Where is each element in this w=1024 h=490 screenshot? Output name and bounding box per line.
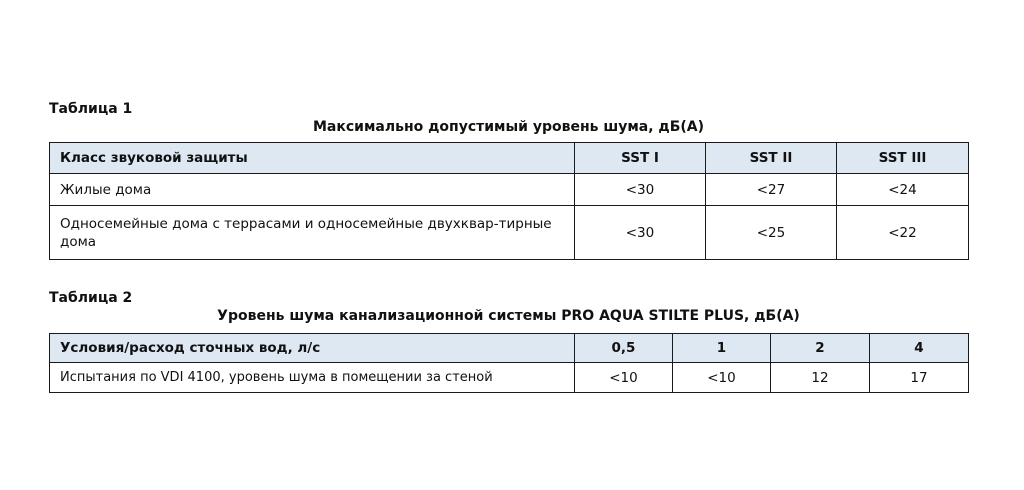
table2-label: Таблица 2: [49, 290, 133, 306]
table-cell: Жилые дома: [50, 174, 575, 206]
table-row: [50, 174, 969, 206]
header-cell: SST III: [837, 143, 969, 174]
header-cell: SST II: [706, 143, 837, 174]
table-cell: <30: [575, 174, 706, 206]
header-cell: Условия/расход сточных вод, л/с: [50, 334, 575, 363]
table-cell: Испытания по VDI 4100, уровень шума в помещении за стеной: [50, 363, 575, 393]
header-cell: 0,5: [575, 334, 673, 363]
table-cell: <22: [837, 206, 969, 260]
header-cell: 2: [771, 334, 870, 363]
table1-label: Таблица 1: [49, 101, 133, 117]
table2-caption: Уровень шума канализационной системы PRO AQUA STILTE PLUS, дБ(А): [217, 308, 800, 324]
table-header-row: [50, 143, 969, 174]
table-cell: 12: [771, 363, 870, 393]
table-row: [50, 363, 969, 393]
table-row: [50, 206, 969, 260]
table-sewer-noise: [49, 333, 969, 393]
table1-caption: Максимально допустимый уровень шума, дБ(А): [312, 119, 705, 135]
table-header-row: [50, 334, 969, 363]
table-noise-limits: [49, 142, 969, 260]
table-cell: <30: [575, 206, 706, 260]
header-cell: Класс звуковой защиты: [50, 143, 575, 174]
header-cell: 1: [673, 334, 771, 363]
header-cell: SST I: [575, 143, 706, 174]
table-cell: <10: [575, 363, 673, 393]
table-cell: <25: [706, 206, 837, 260]
table-cell: <27: [706, 174, 837, 206]
table-cell: 17: [870, 363, 969, 393]
table-cell: <24: [837, 174, 969, 206]
table-cell: Односемейные дома с террасами и односемейные двухквар-тирные дома: [50, 206, 575, 260]
header-cell: 4: [870, 334, 969, 363]
table-cell: <10: [673, 363, 771, 393]
